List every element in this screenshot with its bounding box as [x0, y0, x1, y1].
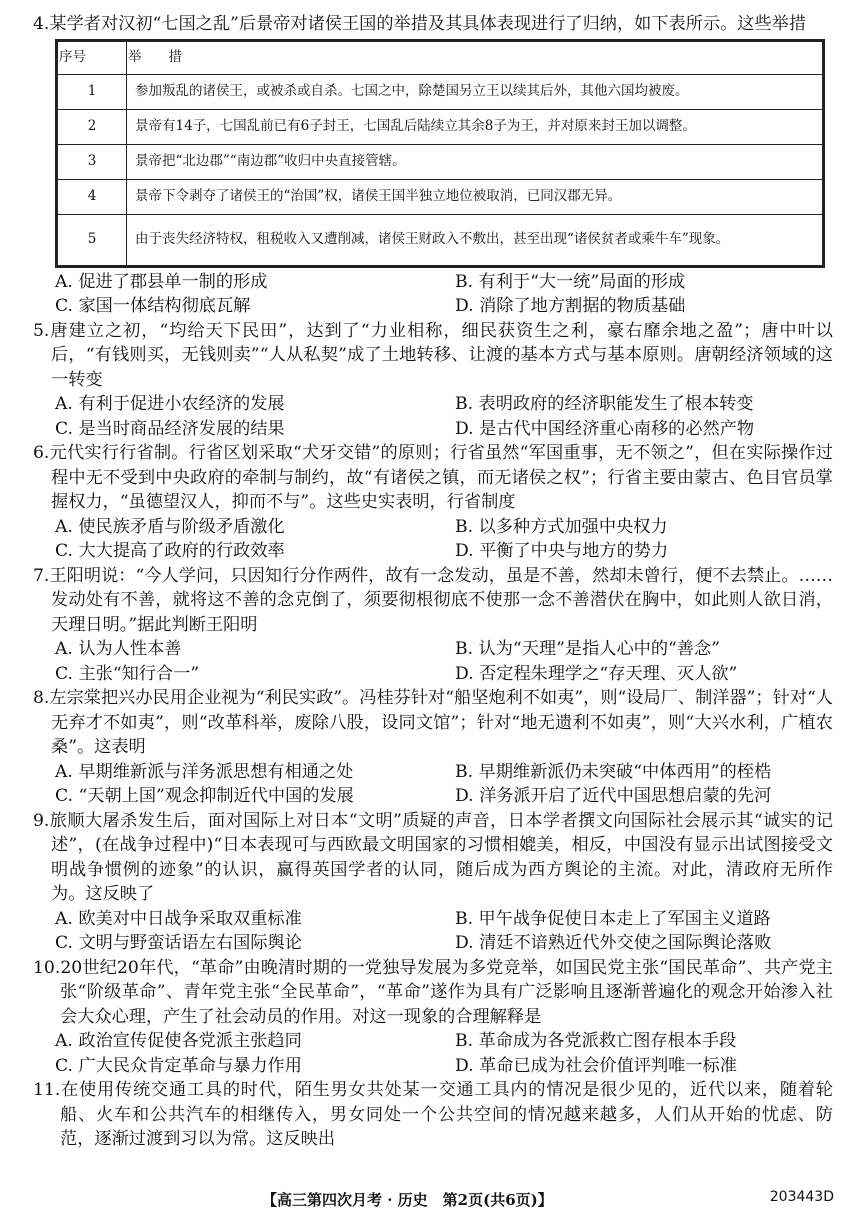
options	[33, 270, 833, 319]
exam-page	[33, 12, 833, 1152]
table-row	[58, 214, 823, 265]
question-stem: 8.左宗棠把兴办民用企业视为“利民实政”。冯桂芬针对“船坚炮利不如夷”，则“设局厂、制洋器”；针对“人无弃才不如夷”，则“改革科举，废除八股，设同文馆”；针对“地无遗利不如夷”，则“大兴水利，广植农桑”。这表明	[33, 688, 833, 757]
footer-page-info: 【高三第四次月考 · 历史 第2页(共6页)】	[262, 1191, 553, 1209]
table-header-no: 序号	[58, 41, 127, 74]
option-a[interactable]: A. 早期维新派与洋务派思想有相通之处	[55, 761, 354, 782]
option-d[interactable]: D. 革命已成为社会价值评判唯一标准	[455, 1055, 737, 1076]
table-cell-text: 参加叛乱的诸侯王，或被杀或自杀。七国之中，除楚国另立王以续其后外，其他六国均被废。	[127, 74, 823, 109]
option-d[interactable]: D. 洋务派开启了近代中国思想启蒙的先河	[455, 786, 772, 806]
option-d[interactable]: D. 消除了地方割据的物质基础	[455, 296, 686, 316]
question-5	[33, 319, 833, 442]
measures-table	[55, 39, 825, 268]
question-stem: 9.旅顺大屠杀发生后，面对国际上对日本“文明”质疑的声音，日本学者撰文向国际社会展示其“诚实的记述”，(在战争过程中)“日本表现可与西欧最文明国家的习惯相媲美，相反，中国没有显示出试图接受文明战争惯例的迹象”的认识，赢得英国学者的认同，随后成为西方舆论的主流。对此，清政府无所作为。这反映了	[33, 810, 833, 904]
option-d[interactable]: D. 平衡了中央与地方的势力	[455, 541, 669, 561]
option-a[interactable]: A. 使民族矛盾与阶级矛盾激化	[55, 516, 285, 537]
option-a[interactable]: A. 政治宣传促使各党派主张趋同	[55, 1031, 302, 1051]
option-a[interactable]: A. 欧美对中日战争采取双重标准	[55, 908, 302, 929]
options	[33, 515, 833, 564]
question-4	[33, 12, 833, 319]
options	[33, 1029, 833, 1078]
table-row	[58, 109, 823, 144]
option-b[interactable]: B. 革命成为各党派救亡图存根本手段	[455, 1031, 737, 1051]
option-c[interactable]: C. 主张“知行合一”	[55, 663, 200, 684]
option-c[interactable]: C. 大大提高了政府的行政效率	[55, 541, 285, 561]
question-stem: 6.元代实行行省制。行省区划采取“犬牙交错”的原则；行省虽然“军国重事，无不领之”，但在实际操作过程中无不受到中央政府的牵制与制约，故“有诸侯之镇，而无诸侯之权”；行省主要由蒙古、色目官员掌握权力，“虽德望汉人，抑而不与”。这些史实表明，行省制度	[33, 443, 833, 512]
table-cell-no: 5	[58, 214, 127, 265]
table-cell-text: 由于丧失经济特权，租税收入又遭削减，诸侯王财政入不敷出，甚至出现“诸侯贫者或乘牛车”现象。	[127, 214, 823, 265]
table-row	[58, 179, 823, 214]
question-stem: 5.唐建立之初，“均给天下民田”，达到了“力业相称，细民获资生之利，豪右靡余地之盈”；唐中叶以后，“有钱则买，无钱则卖”“人从私契”成了土地转移、让渡的基本方式与基本原则。唐朝经济领域的这一转变	[33, 320, 833, 390]
question-stem: 11.在使用传统交通工具的时代，陌生男女共处某一交通工具内的情况是很少见的，近代以来，随着轮船、火车和公共汽车的相继传入，男女同处一个公共空间的情况越来越多，人们从开始的忧虑、防范，逐渐过渡到习以为常。这反映出	[33, 1080, 833, 1149]
page-footer	[0, 1189, 860, 1213]
option-b[interactable]: B. 表明政府的经济职能发生了根本转变	[455, 394, 754, 414]
options	[33, 392, 833, 441]
options	[33, 637, 833, 686]
option-a[interactable]: A. 认为人性本善	[55, 639, 182, 659]
option-c[interactable]: C. “天朝上国”观念抑制近代中国的发展	[55, 786, 354, 806]
question-stem: 7.王阳明说：“今人学问，只因知行分作两件，故有一念发动，虽是不善，然却未曾行，便不去禁止。……发动处有不善，就将这不善的念克倒了，须要彻根彻底不使那一念不善潜伏在胸中，如此则人欲日消，天理日明。”据此判断王阳明	[33, 565, 833, 635]
table-cell-no: 3	[58, 144, 127, 179]
option-c[interactable]: C. 家国一体结构彻底瓦解	[55, 296, 251, 316]
question-9	[33, 809, 833, 956]
table-row	[58, 144, 823, 179]
table-cell-text: 景帝有14子，七国乱前已有6子封王，七国乱后陆续立其余8子为王，并对原来封王加以调整。	[127, 109, 823, 144]
option-c[interactable]: C. 是当时商品经济发展的结果	[55, 418, 285, 439]
question-10	[33, 956, 833, 1079]
options	[33, 907, 833, 956]
table-cell-text: 景帝把“北边郡”“南边郡”收归中央直接管辖。	[127, 144, 823, 179]
table-cell-no: 1	[58, 74, 127, 109]
question-stem: 10.20世纪20年代，“革命”由晚清时期的一党独导发展为多党竞举，如国民党主张“国民革命”、共产党主张“阶级革命”、青年党主张“全民革命”，“革命”遂作为具有广泛影响且逐渐普遍化的观念开始渗入社会大众心理，产生了社会动员的作用。对这一现象的合理解释是	[33, 957, 833, 1027]
option-b[interactable]: B. 甲午战争促使日本走上了军国主义道路	[455, 908, 771, 929]
option-c[interactable]: C. 文明与野蛮话语左右国际舆论	[55, 933, 302, 953]
options	[33, 760, 833, 809]
option-a[interactable]: A. 有利于促进小农经济的发展	[55, 394, 285, 414]
table-header-row	[58, 41, 823, 74]
option-d[interactable]: D. 清廷不谙熟近代外交使之国际舆论落败	[455, 933, 772, 953]
option-d[interactable]: D. 否定程朱理学之“存天理、灭人欲”	[455, 663, 738, 684]
table-cell-no: 2	[58, 109, 127, 144]
table-cell-no: 4	[58, 179, 127, 214]
option-b[interactable]: B. 早期维新派仍未突破“中体西用”的桎梏	[455, 761, 772, 782]
footer-exam-code: 203443D	[769, 1189, 834, 1205]
table-header-measures: 举 措	[127, 41, 823, 74]
option-b[interactable]: B. 以多种方式加强中央权力	[455, 516, 668, 537]
table-row	[58, 74, 823, 109]
table-cell-text: 景帝下令剥夺了诸侯王的“治国”权，诸侯王国半独立地位被取消，已同汉郡无异。	[127, 179, 823, 214]
question-6	[33, 441, 833, 564]
option-a[interactable]: A. 促进了郡县单一制的形成	[55, 271, 268, 292]
option-b[interactable]: B. 认为“天理”是指人心中的“善念”	[455, 639, 720, 659]
question-stem: 4.某学者对汉初“七国之乱”后景帝对诸侯王国的举措及其具体表现进行了归纳，如下表所示。这些举措	[33, 14, 807, 34]
question-8	[33, 686, 833, 809]
question-11	[33, 1078, 833, 1152]
option-c[interactable]: C. 广大民众肯定革命与暴力作用	[55, 1055, 302, 1076]
option-d[interactable]: D. 是古代中国经济重心南移的必然产物	[455, 418, 755, 439]
option-b[interactable]: B. 有利于“大一统”局面的形成	[455, 271, 686, 292]
question-7	[33, 564, 833, 687]
